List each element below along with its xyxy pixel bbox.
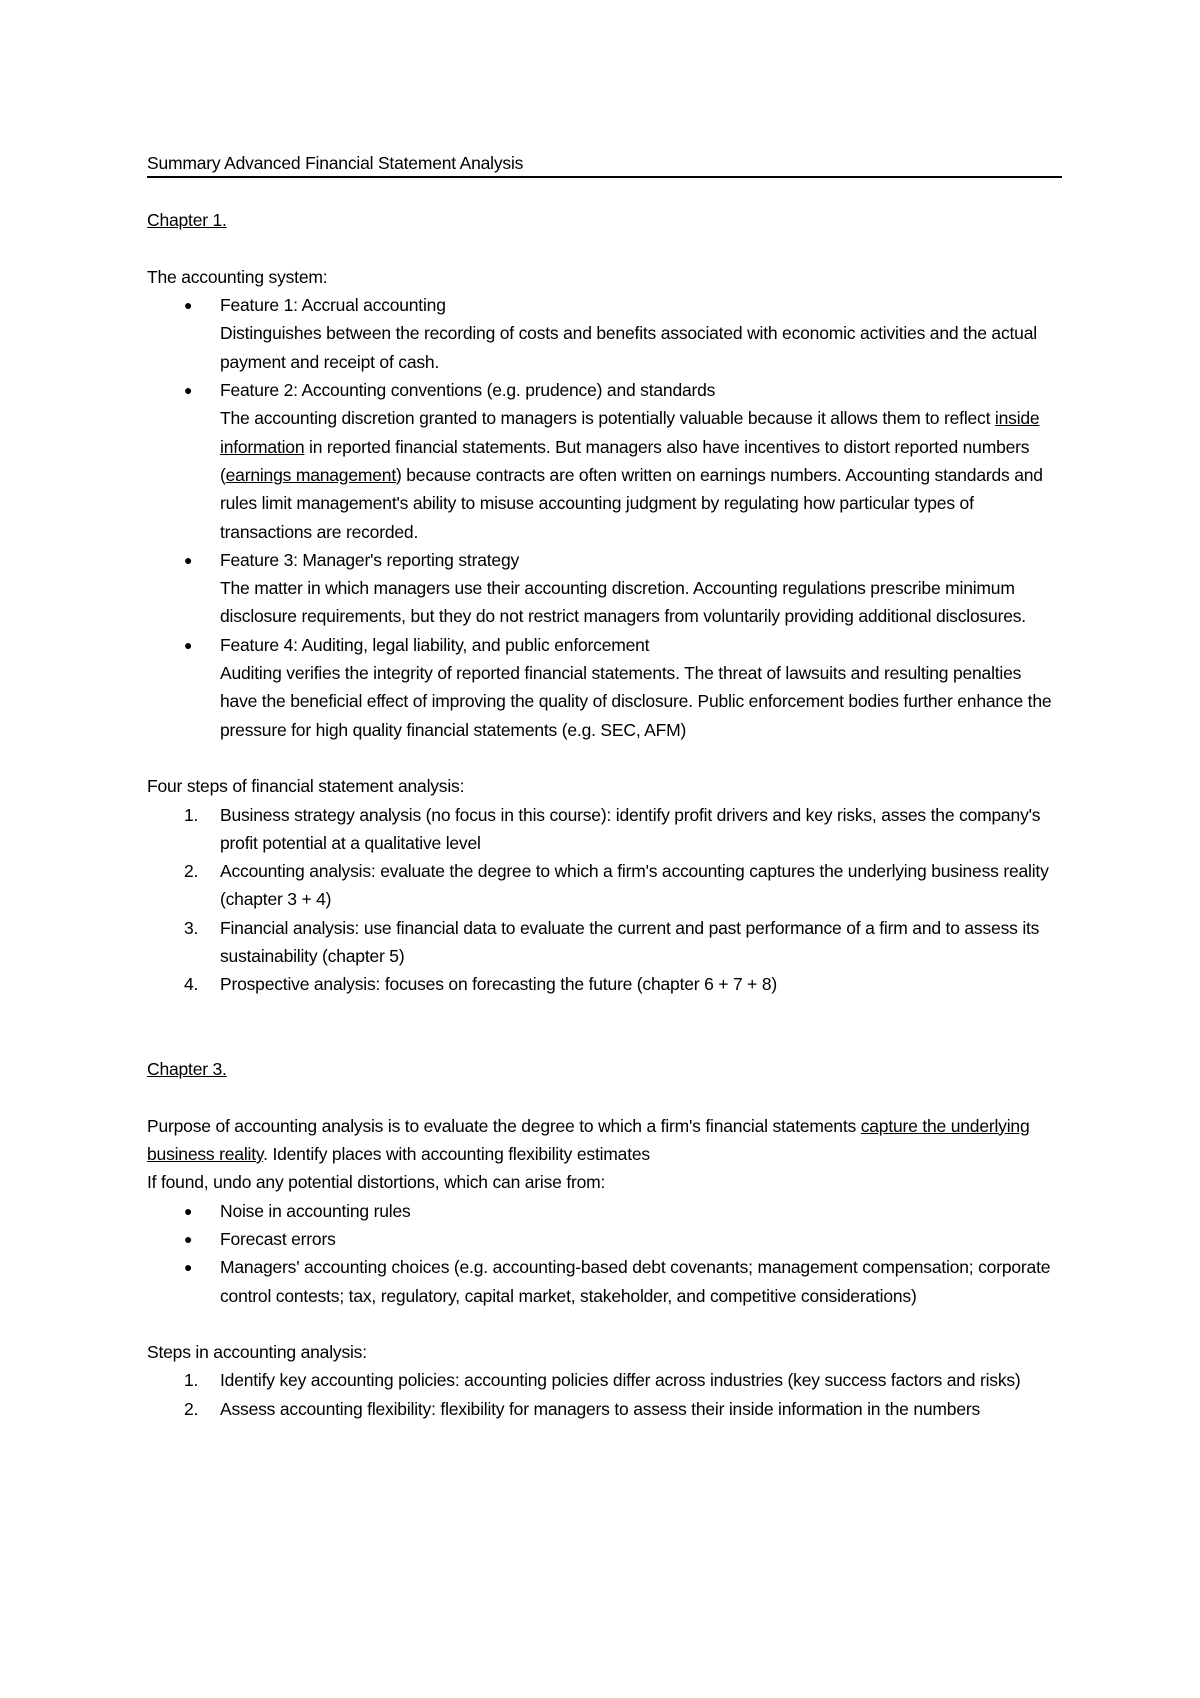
distortion-text: Managers' accounting choices (e.g. accounting-based debt covenants; management compensation; corporate control contests; tax, regulatory, capital market, stakeholder, and competitive considerations) [220,1257,1051,1306]
bullet-icon: ● [184,551,193,568]
feature-3-body: The matter in which managers use their accounting discretion. Accounting regulations prescribe minimum disclosure requirements, but they do not restrict managers from voluntarily providing additional disclosures. [220,578,1026,627]
step-number: 3. [184,917,199,938]
step-number: 2. [184,1398,199,1419]
step-number: 4. [184,974,199,995]
business-reality-term: capture the underlying business reality [147,1115,1030,1165]
list-item [147,546,1062,631]
list-item [147,1395,1062,1423]
feature-3-title: Feature 3: Manager's reporting strategy [220,549,520,570]
earnings-management-term: earnings management [225,464,396,485]
distortion-text: Noise in accounting rules [220,1200,411,1221]
list-item [147,376,1062,546]
bullet-icon: ● [184,1230,193,1247]
feature-4-title: Feature 4: Auditing, legal liability, and public enforcement [220,634,650,655]
chapter-3-section [147,1055,1062,1423]
list-item [147,914,1062,971]
four-steps-list [147,801,1062,999]
document-page [147,150,1062,1423]
feature-2-body-a: The accounting discretion granted to managers is potentially valuable because it allows them to reflect [220,408,995,429]
step-text: Assess accounting flexibility: flexibility for managers to assess their inside information in the numbers [220,1398,981,1419]
four-steps-intro: Four steps of financial statement analysis: [147,776,465,797]
feature-2-body-c: ) because contracts are often written on earnings numbers. Accounting standards and rules limit management's ability to misuse accounting judgment by regulating how particular types of transactions are recorded. [220,464,1043,542]
step-number: 1. [184,1370,199,1391]
bullet-icon: ● [184,382,193,399]
accounting-steps-list [147,1366,1062,1423]
step-text: Financial analysis: use financial data to evaluate the current and past performance of a firm and to assess its sustainability (chapter 5) [220,917,1040,967]
bullet-icon: ● [184,297,193,314]
list-item [147,1197,1062,1225]
list-item [147,970,1062,998]
accounting-system-intro: The accounting system: [147,266,328,287]
list-item [147,1253,1062,1310]
step-text: Identify key accounting policies: accounting policies differ across industries (key success factors and risks) [220,1370,1021,1391]
bullet-icon: ● [184,636,193,653]
list-item [147,291,1062,376]
accounting-steps-intro: Steps in accounting analysis: [147,1342,367,1363]
chapter-1-heading: Chapter 1. [147,210,227,231]
chapter-1-section [147,206,1062,998]
step-text: Accounting analysis: evaluate the degree to which a firm's accounting captures the underlying business reality (chapter 3 + 4) [220,861,1049,910]
distortion-intro: If found, undo any potential distortions, which can arise from: [147,1172,606,1193]
purpose-text-b: . Identify places with accounting flexibility estimates [263,1144,650,1165]
document-title: Summary Advanced Financial Statement Analysis [147,150,1062,178]
bullet-icon: ● [184,1259,193,1276]
chapter-3-heading: Chapter 3. [147,1059,227,1080]
feature-list [147,291,1062,744]
feature-4-body: Auditing verifies the integrity of reported financial statements. The threat of lawsuits and resulting penalties have the beneficial effect of improving the quality of disclosure. Public enforcement bodies further enhance the pressure for high quality financial statements (e.g. SEC, AFM) [220,663,1052,740]
list-item [147,1366,1062,1394]
step-number: 1. [184,804,199,825]
list-item [147,801,1062,858]
feature-1-body: Distinguishes between the recording of costs and benefits associated with economic activities and the actual payment and receipt of cash. [220,323,1037,372]
step-number: 2. [184,861,199,882]
list-item [147,857,1062,914]
purpose-text-a: Purpose of accounting analysis is to evaluate the degree to which a firm's financial statements [147,1115,861,1136]
feature-2-title: Feature 2: Accounting conventions (e.g. prudence) and standards [220,380,716,401]
feature-2-body-b: in reported financial statements. But managers also have incentives to distort reported numbers ( [220,436,1030,485]
step-text: Business strategy analysis (no focus in this course): identify profit drivers and key risks, asses the company's profit potential at a qualitative level [220,804,1041,853]
list-item [147,1225,1062,1253]
distortion-text: Forecast errors [220,1228,336,1249]
feature-1-title: Feature 1: Accrual accounting [220,295,446,316]
inside-information-term: inside information [220,408,1040,457]
step-text: Prospective analysis: focuses on forecasting the future (chapter 6 + 7 + 8) [220,974,777,995]
bullet-icon: ● [184,1202,193,1219]
list-item [147,631,1062,744]
distortion-list [147,1197,1062,1310]
purpose-paragraph [147,1112,1062,1169]
